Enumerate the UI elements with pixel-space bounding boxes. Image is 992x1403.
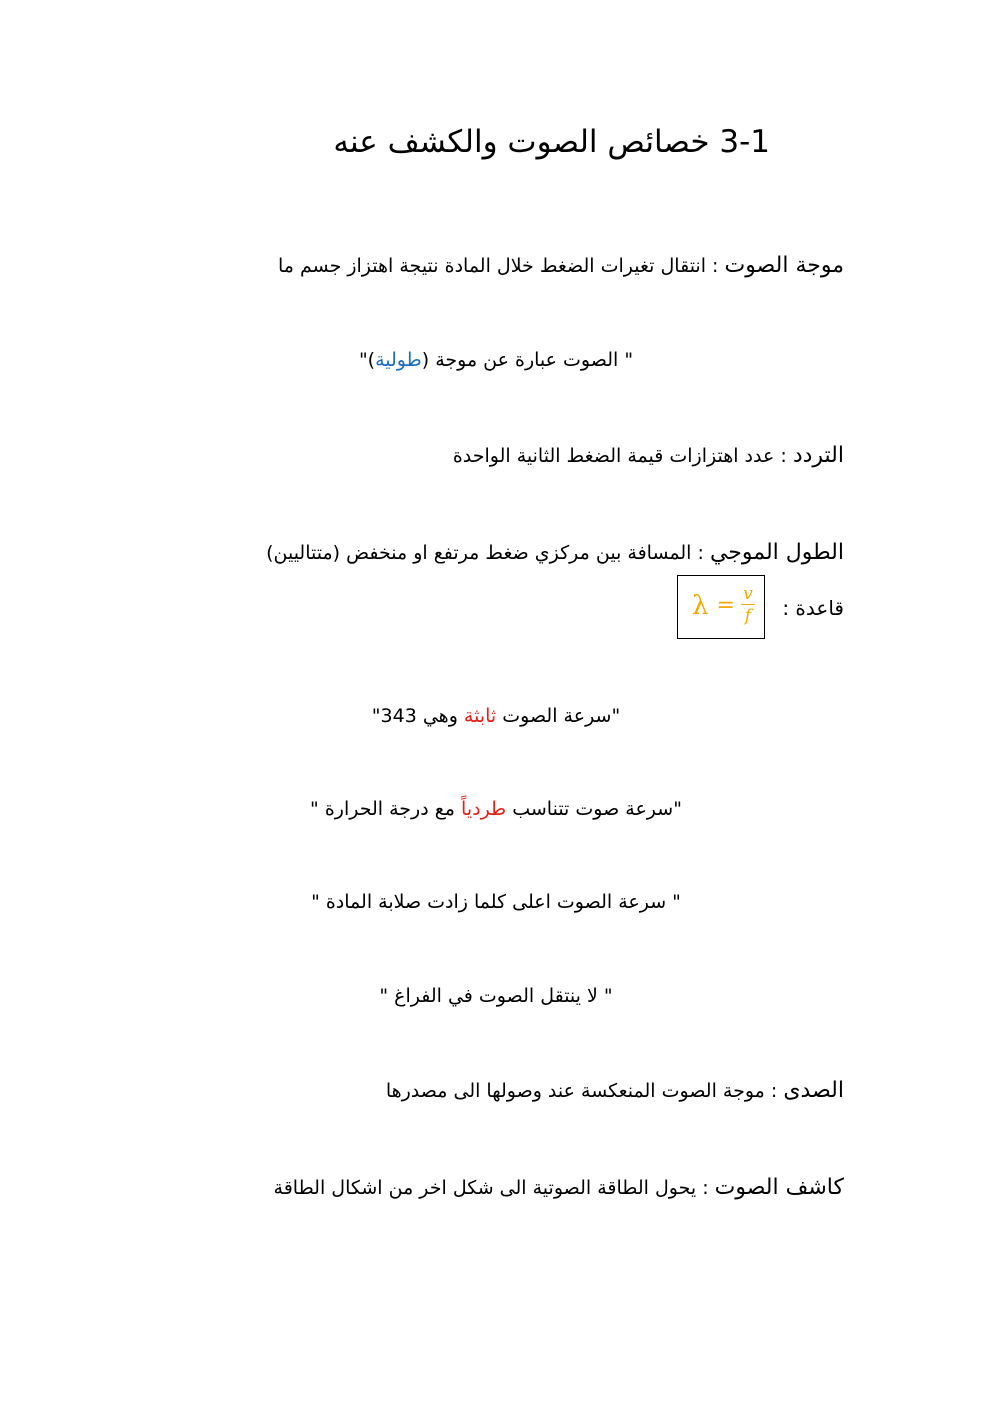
highlight-direct: طردياً [461, 798, 507, 820]
note-speed-constant [0, 705, 992, 727]
note-longitudinal [0, 349, 992, 371]
highlight-longitudinal: طولية [375, 349, 422, 371]
page-title: 3-1 خصائص الصوت والكشف عنه [333, 124, 770, 160]
wavelength-formula [692, 584, 755, 627]
fraction [741, 584, 755, 627]
definition-frequency [453, 443, 844, 468]
definition-echo [386, 1078, 844, 1103]
term-label: التردد [792, 443, 844, 468]
term-label: كاشف الصوت [714, 1175, 844, 1200]
denominator: f [744, 606, 752, 626]
term-label: موجة الصوت [724, 253, 844, 278]
note-text: " سرعة الصوت اعلى كلما زادت صلابة المادة " [311, 891, 681, 913]
separator: : [764, 1080, 784, 1102]
formula-box [677, 575, 765, 639]
term-label: الطول الموجي [709, 540, 844, 565]
equals-sign: = [716, 593, 735, 618]
note-vacuum [0, 985, 992, 1007]
note-text: مع درجة الحرارة " [310, 798, 462, 820]
definition-text: انتقال تغيرات الضغط خلال المادة نتيجة اهتزاز جسم ما [277, 255, 706, 277]
note-text: )" [358, 349, 376, 371]
note-text: "سرعة الصوت [496, 705, 621, 727]
separator: : [774, 445, 793, 467]
definition-wavelength [266, 540, 844, 565]
separator: : [696, 1177, 715, 1199]
definition-sound-detector [274, 1175, 844, 1200]
note-speed-temperature [0, 798, 992, 820]
definition-sound-wave [278, 253, 844, 278]
term-label: الصدى [783, 1078, 844, 1103]
note-text: " الصوت عبارة عن موجة ( [421, 349, 634, 371]
note-text: وهي 343" [371, 705, 464, 727]
separator: : [706, 255, 725, 277]
definition-text: يحول الطاقة الصوتية الى شكل اخر من اشكال الطاقة [273, 1177, 697, 1199]
definition-text: موجة الصوت المنعكسة عند وصولها الى مصدرها [385, 1080, 765, 1102]
separator: : [691, 542, 710, 564]
lambda-symbol: λ [692, 590, 709, 621]
note-text: "سرعة صوت تتناسب [506, 798, 682, 820]
numerator: v [743, 584, 753, 604]
note-speed-rigidity [0, 891, 992, 913]
highlight-constant: ثابثة [463, 705, 497, 727]
rule-label: قاعدة : [782, 596, 844, 620]
definition-text: عدد اهتزازات قيمة الضغط الثانية الواحدة [452, 445, 775, 467]
definition-text: المسافة بين مركزي ضغط مرتفع او منخفض (متتاليين) [266, 542, 692, 564]
note-text: " لا ينتقل الصوت في الفراغ " [379, 985, 613, 1007]
